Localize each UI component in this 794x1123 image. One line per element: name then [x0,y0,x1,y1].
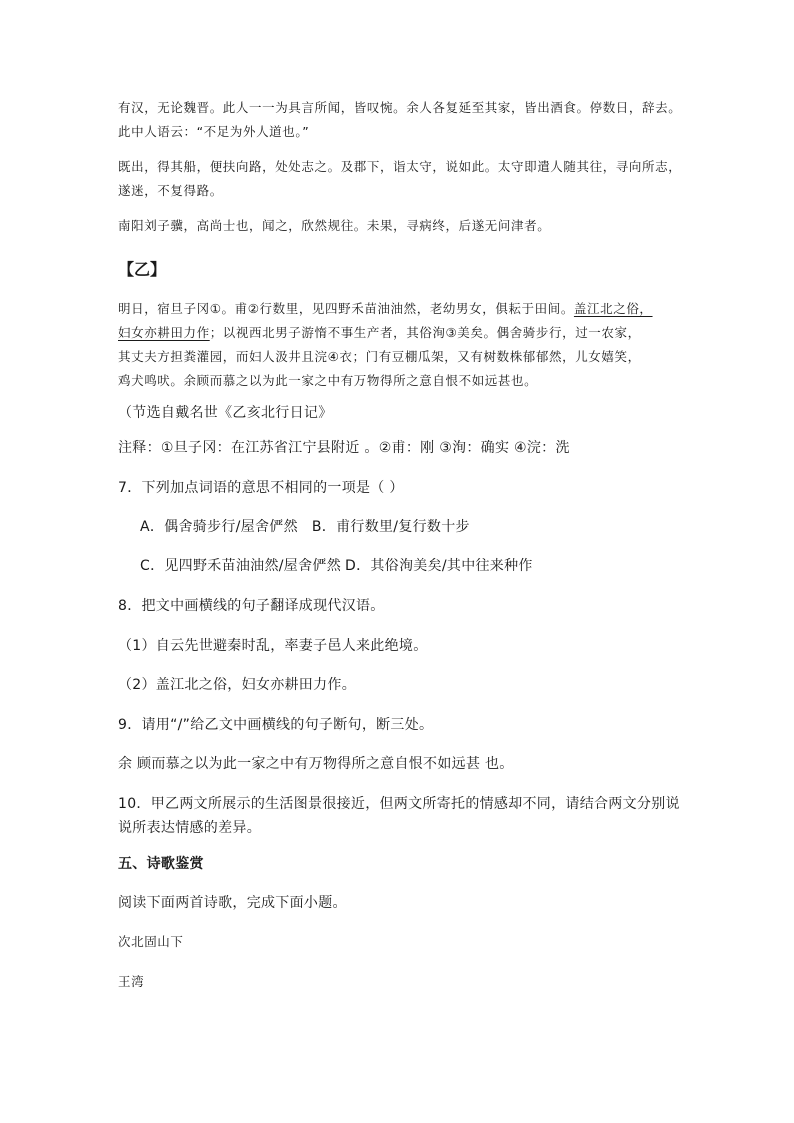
passage-jia-paragraph-2: 既出，得其船，便扶向路，处处志之。及郡下，诣太守，说如此。太守即遣人随其往，寻向所志，遂迷，不复得路。 [118,159,682,198]
question-8-item-2: （2）盖江北之俗，妇女亦耕田力作。 [118,677,357,693]
passage-yi-paragraph [118,297,688,393]
question-8: 8．把文中画横线的句子翻译成现代汉语。 [118,598,385,614]
annotations: 注释：①旦子冈：在江苏省江宁县附近 。②甫：刚 ③洵：确实 ④浣：洗 [118,440,570,456]
question-8-item-1: （1）自云先世避秦时乱，率妻子邑人来此绝境。 [118,638,428,654]
option-a: A．偶舍骑步行/屋舍俨然 [140,519,298,535]
option-c: C．见四野禾苗油油然/屋舍俨然 [140,558,341,574]
question-7: 7．下列加点词语的意思不相同的一项是（ ） [118,480,404,496]
source-citation: （节选自戴名世《乙亥北行日记》 [118,405,333,421]
section-5-instructions: 阅读下面两首诗歌，完成下面小题。 [118,895,347,911]
passage-jia-paragraph-3: 南阳刘子骥，高尚士也，闻之，欣然规往。未果，寻病终，后遂无问津者。 [118,218,551,233]
underlined-sentence-part-2: 妇女亦耕田力作 [118,325,210,340]
question-9-sentence: 余 顾而慕之以为此一家之中有万物得所之意自恨不如远甚 也。 [118,756,514,772]
section-5-heading: 五、诗歌鉴赏 [118,856,204,872]
section-yi-heading: 【乙】 [118,260,167,279]
question-10: 10．甲乙两文所展示的生活图景很接近，但两文所寄托的情感却不同，请结合两文分别说说所表达情感的差异。 [118,796,680,836]
passage-yi-line-4: 鸡犬鸣吠。余顾而慕之以为此一家之中有万物得所之意自恨不如远甚也。 [118,373,538,388]
passage-yi-line-1: 明日，宿旦子冈①。甫②行数里，见四野禾苗油油然，老幼男女，俱耘于田间。盖江北之俗， [118,301,653,316]
passage-yi-line-2: 妇女亦耕田力作；以视西北男子游惰不事生产者，其俗洵③美矣。偶舍骑步行，过一农家， [118,325,641,340]
poem-author: 王湾 [118,974,145,989]
option-d: D．其俗洵美矣/其中往来种作 [345,558,533,574]
passage-yi-line-3: 其丈夫方担粪灌园，而妇人汲井且浣④衣；门有豆棚瓜架，又有树数株郁郁然，儿女嬉笑， [118,349,641,364]
poem-title: 次北固山下 [118,934,184,949]
passage-jia-paragraph-1: 有汉，无论魏晋。此人一一为具言所闻，皆叹惋。余人各复延至其家，皆出酒食。停数日，辞去。此中人语云：“不足为外人道也。” [118,100,682,139]
underlined-sentence-part-1: 盖江北之俗， [573,301,653,316]
question-9: 9．请用“/”给乙文中画横线的句子断句，断三处。 [118,717,434,733]
question-7-options-row-1 [140,515,710,539]
question-7-options-row-2 [140,554,710,578]
option-b: B．甫行数里/复行数十步 [311,519,470,535]
